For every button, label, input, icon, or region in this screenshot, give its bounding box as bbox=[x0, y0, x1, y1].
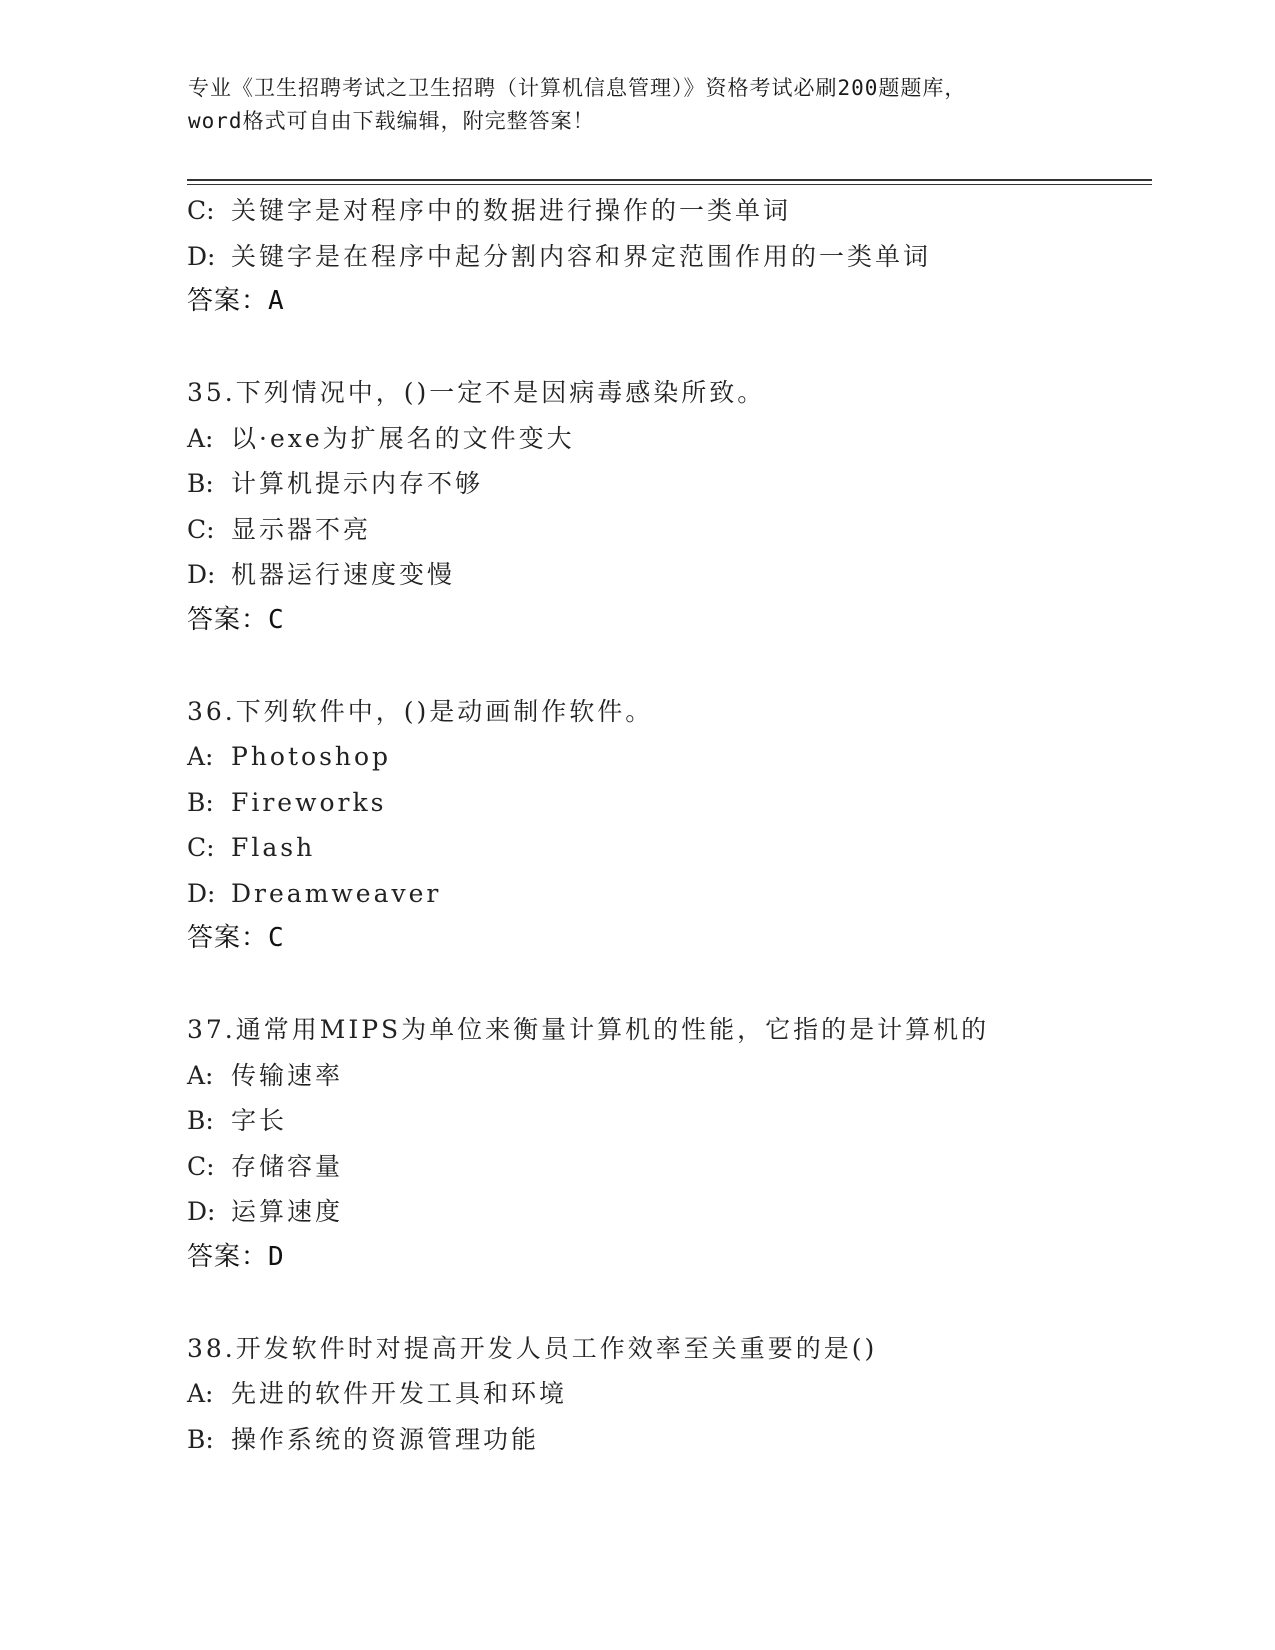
option-text: 机器运行速度变慢 bbox=[231, 560, 456, 589]
option-d bbox=[187, 552, 1167, 598]
option-c bbox=[187, 825, 1167, 871]
option-text: Dreamweaver bbox=[231, 878, 442, 908]
option-label: A: bbox=[187, 1060, 214, 1090]
option-c bbox=[187, 188, 1167, 234]
option-label: D: bbox=[187, 560, 216, 589]
option-label: A: bbox=[187, 1379, 214, 1408]
option-b bbox=[187, 1098, 1167, 1144]
option-label: C: bbox=[187, 1151, 215, 1181]
option-text: Fireworks bbox=[231, 787, 387, 817]
option-text: 运算速度 bbox=[231, 1197, 344, 1226]
option-d bbox=[187, 871, 1167, 917]
option-a bbox=[187, 1371, 1167, 1417]
option-text: 传输速率 bbox=[231, 1060, 344, 1090]
option-a bbox=[187, 416, 1167, 462]
question-34-continued bbox=[187, 188, 1167, 325]
header-divider bbox=[187, 179, 1152, 185]
spacer bbox=[187, 962, 1167, 1008]
option-text: 先进的软件开发工具和环境 bbox=[231, 1379, 568, 1408]
option-label: B: bbox=[187, 469, 214, 498]
option-d bbox=[187, 1189, 1167, 1235]
option-text: 以·exe为扩展名的文件变大 bbox=[231, 423, 575, 453]
question-38 bbox=[187, 1326, 1167, 1463]
option-text: 字长 bbox=[231, 1106, 288, 1135]
option-label: C: bbox=[187, 514, 215, 544]
option-label: B: bbox=[187, 787, 214, 817]
option-text: 显示器不亮 bbox=[231, 514, 372, 544]
spacer bbox=[187, 325, 1167, 371]
option-text: 操作系统的资源管理功能 bbox=[231, 1424, 540, 1454]
answer-line: 答案：C bbox=[187, 923, 285, 953]
question-stem: 37.通常用MIPS为单位来衡量计算机的性能，它指的是计算机的 bbox=[187, 1015, 990, 1044]
option-b bbox=[187, 1417, 1167, 1463]
option-label: A: bbox=[187, 423, 214, 453]
option-label: A: bbox=[187, 742, 214, 771]
question-stem: 36.下列软件中，()是动画制作软件。 bbox=[187, 696, 654, 726]
option-d bbox=[187, 234, 1167, 280]
option-a bbox=[187, 734, 1167, 780]
option-label: B: bbox=[187, 1106, 214, 1135]
option-b bbox=[187, 461, 1167, 507]
header-title-line-1: 专业《卫生招聘考试之卫生招聘（计算机信息管理）》资格考试必刷200题题库， bbox=[188, 76, 967, 100]
option-label: B: bbox=[187, 1424, 214, 1454]
option-c bbox=[187, 507, 1167, 553]
document-header bbox=[188, 72, 1088, 138]
answer-line: 答案：A bbox=[187, 286, 285, 316]
option-text: Flash bbox=[231, 833, 316, 862]
option-label: C: bbox=[187, 833, 215, 862]
option-text: 存储容量 bbox=[231, 1151, 344, 1181]
option-a bbox=[187, 1053, 1167, 1099]
question-35 bbox=[187, 370, 1167, 643]
question-36 bbox=[187, 689, 1167, 962]
option-text: Photoshop bbox=[231, 742, 392, 771]
option-label: D: bbox=[187, 878, 216, 908]
option-text: 计算机提示内存不够 bbox=[231, 469, 484, 498]
question-stem: 35.下列情况中，()一定不是因病毒感染所致。 bbox=[187, 378, 766, 407]
spacer bbox=[187, 643, 1167, 689]
option-label: D: bbox=[187, 241, 216, 271]
question-list bbox=[187, 188, 1167, 1462]
option-label: D: bbox=[187, 1197, 216, 1226]
header-title-line-2: word格式可自由下载编辑，附完整答案！ bbox=[188, 109, 595, 133]
option-text: 关键字是在程序中起分割内容和界定范围作用的一类单词 bbox=[231, 241, 932, 271]
answer-line: 答案：C bbox=[187, 604, 285, 635]
spacer bbox=[187, 1280, 1167, 1326]
answer-line: 答案：D bbox=[187, 1241, 285, 1272]
option-text: 关键字是对程序中的数据进行操作的一类单词 bbox=[231, 196, 792, 225]
option-b bbox=[187, 780, 1167, 826]
question-stem: 38.开发软件时对提高开发人员工作效率至关重要的是() bbox=[187, 1333, 878, 1363]
question-37 bbox=[187, 1007, 1167, 1280]
option-label: C: bbox=[187, 196, 215, 225]
option-c bbox=[187, 1144, 1167, 1190]
